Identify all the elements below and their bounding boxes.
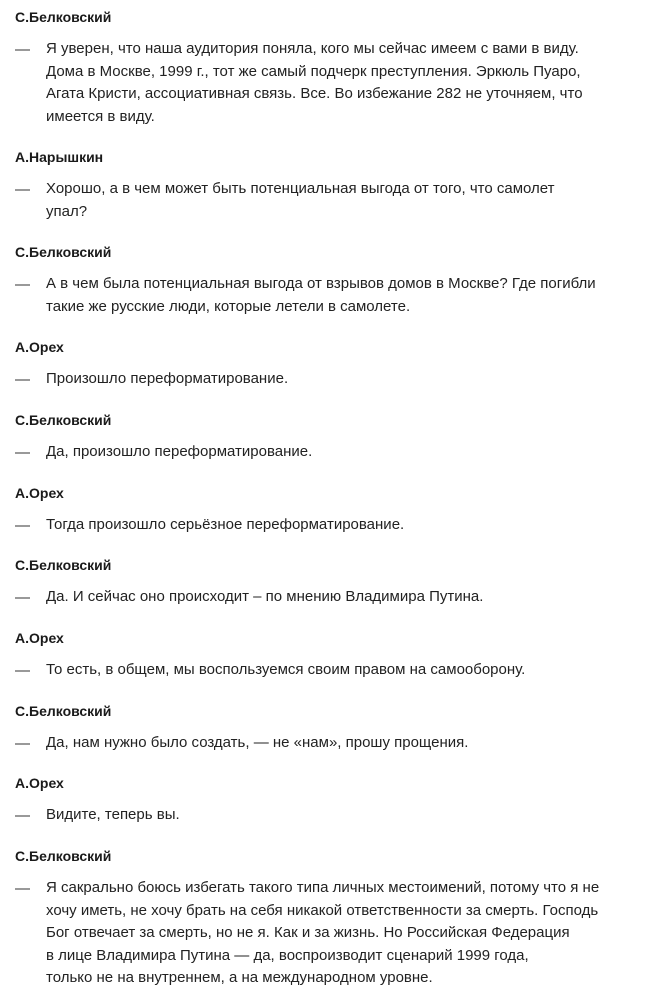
dash-marker: — xyxy=(15,181,30,198)
speaker-name: С.Белковский xyxy=(15,703,112,719)
dash-marker: — xyxy=(15,807,30,824)
utterance-text: Я уверен, что наша аудитория поняла, кого мы сейчас имеем с вами в виду. Дома в Москве, 1999 г., тот же самый подчерк преступления. Эркюль Пуаро, Агата Кристи, ассоциативная связь. Все. Во избежание 282 не уточняем, что имеется в виду. xyxy=(46,40,583,125)
utterance-text: Тогда произошло серьёзное переформатирование. xyxy=(46,516,405,533)
dash-marker: — xyxy=(15,371,30,388)
dash-marker: — xyxy=(15,880,30,897)
speaker-name: А.Орех xyxy=(15,339,64,355)
utterance-text: А в чем была потенциальная выгода от взрывов домов в Москве? Где погибли такие же русские люди, которые летели в самолете. xyxy=(46,275,596,315)
dash-marker: — xyxy=(15,735,30,752)
dash-marker: — xyxy=(15,662,30,679)
speaker-name: С.Белковский xyxy=(15,244,112,260)
utterance-text: Произошло переформатирование. xyxy=(46,370,289,387)
speaker-name: С.Белковский xyxy=(15,848,112,864)
utterance-text: Да, произошло переформатирование. xyxy=(46,443,313,460)
utterance-text: Да, нам нужно было создать, — не «нам», прошу прощения. xyxy=(46,734,469,751)
dash-marker: — xyxy=(15,41,30,58)
utterance-text: Я сакрально боюсь избегать такого типа личных местоимений, потому что я не хочу иметь, не хочу брать на себя никакой ответственности за смерть. Господь Бог отвечает за смерть, но не я. Как и за жизнь. Но Российская Федерация в лице Владимира Путина — да, воспроизводит сценарий 1999 года, только не на внутреннем, а на международном уровне. xyxy=(46,879,600,987)
dash-marker: — xyxy=(15,444,30,461)
speaker-name: А.Нарышкин xyxy=(15,149,104,165)
utterance-text: Хорошо, а в чем может быть потенциальная выгода от того, что самолет упал? xyxy=(46,180,555,220)
dash-marker: — xyxy=(15,517,30,534)
speaker-name: С.Белковский xyxy=(15,557,112,573)
speaker-name: С.Белковский xyxy=(15,412,112,428)
speaker-name: А.Орех xyxy=(15,775,64,791)
dash-marker: — xyxy=(15,276,30,293)
speaker-name: А.Орех xyxy=(15,485,64,501)
utterance-text: Да. И сейчас оно происходит – по мнению Владимира Путина. xyxy=(46,588,484,605)
dash-marker: — xyxy=(15,589,30,606)
speaker-name: С.Белковский xyxy=(15,9,112,25)
utterance-text: То есть, в общем, мы воспользуемся своим правом на самооборону. xyxy=(46,661,526,678)
speaker-name: А.Орех xyxy=(15,630,64,646)
utterance-text: Видите, теперь вы. xyxy=(46,806,180,823)
